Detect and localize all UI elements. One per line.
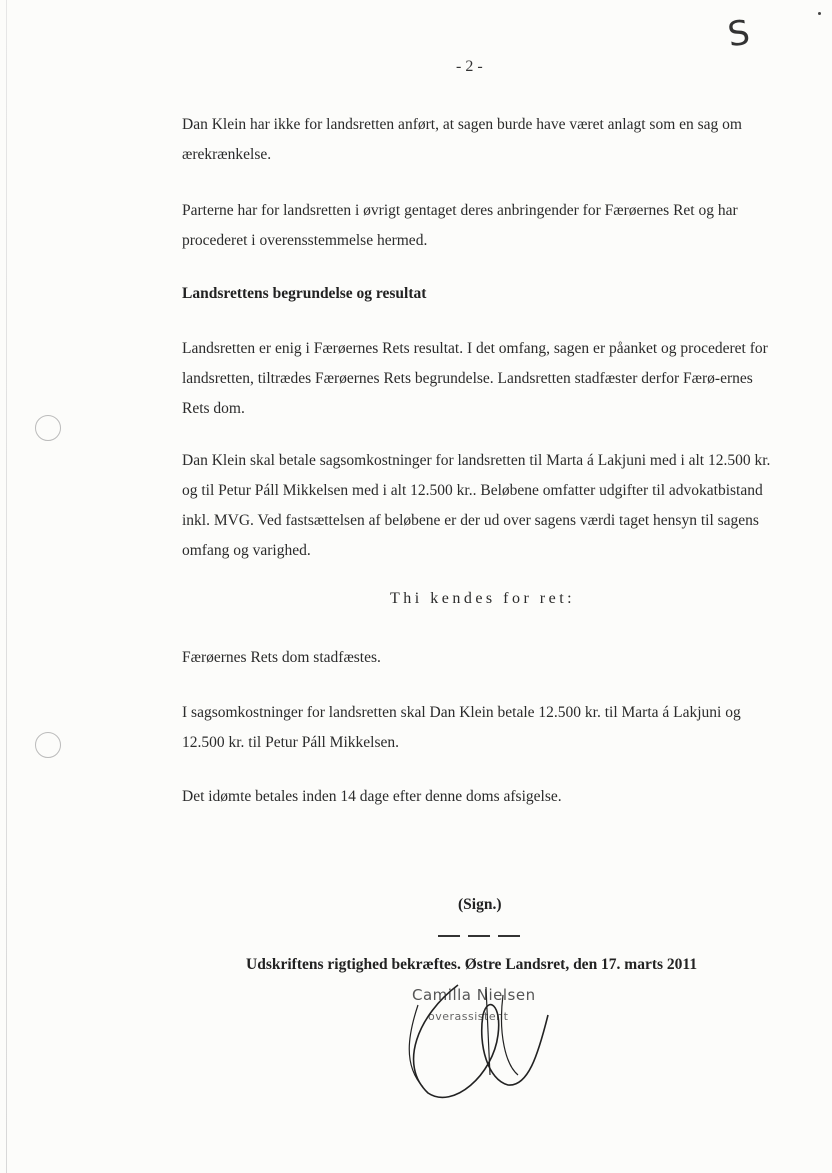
- corner-dot: [818, 12, 821, 15]
- handwritten-signature: [398, 975, 558, 1105]
- page-number: - 2 -: [456, 58, 483, 75]
- paragraph-3: Landsretten er enig i Færøernes Rets resultat. I det omfang, sagen er påanket og procederet for landsretten, tiltrædes Færøernes Rets begrundelse. Landsretten stadfæster derfor Færø-ernes Rets dom.: [182, 340, 768, 417]
- paragraph-5: Færøernes Rets dom stadfæstes.: [182, 649, 381, 666]
- paragraph-2: Parterne har for landsretten i øvrigt gentaget deres anbringender for Færøernes Ret og har procederet i overensstemmelse hermed.: [182, 202, 738, 249]
- stamp-name: Camilla Nielsen: [412, 986, 536, 1004]
- paragraph-7: Det idømte betales inden 14 dage efter denne doms afsigelse.: [182, 788, 562, 805]
- punch-hole-bottom: [35, 732, 61, 758]
- scan-margin-line: [6, 0, 7, 1173]
- paragraph-1: Dan Klein har ikke for landsretten anført, at sagen burde have været anlagt som en sag om ærekrænkelse.: [182, 116, 742, 163]
- section-heading: Landsrettens begrundelse og resultat: [182, 285, 427, 302]
- sign-label: (Sign.): [458, 896, 502, 913]
- verdict-heading: Thi kendes for ret:: [390, 590, 576, 607]
- separator-dashes: [438, 935, 520, 937]
- certification-line: Udskriftens rigtighed bekræftes. Østre Landsret, den 17. marts 2011: [246, 956, 698, 973]
- stamp-title: overassistent: [428, 1010, 509, 1023]
- paragraph-6: I sagsomkostninger for landsretten skal Dan Klein betale 12.500 kr. til Marta á Lakjuni og 12.500 kr. til Petur Páll Mikkelsen.: [182, 704, 741, 751]
- paragraph-4: Dan Klein skal betale sagsomkostninger for landsretten til Marta á Lakjuni med i alt 12.500 kr. og til Petur Páll Mikkelsen med i alt 12.500 kr.. Beløbene omfatter udgifter til advokatbistand inkl. MVG. Ved fastsættelsen af beløbene er der ud over sagens værdi taget hensyn til sagens omfang og varighed.: [182, 452, 771, 559]
- corner-handwritten-mark: S: [725, 12, 753, 56]
- punch-hole-top: [35, 415, 61, 441]
